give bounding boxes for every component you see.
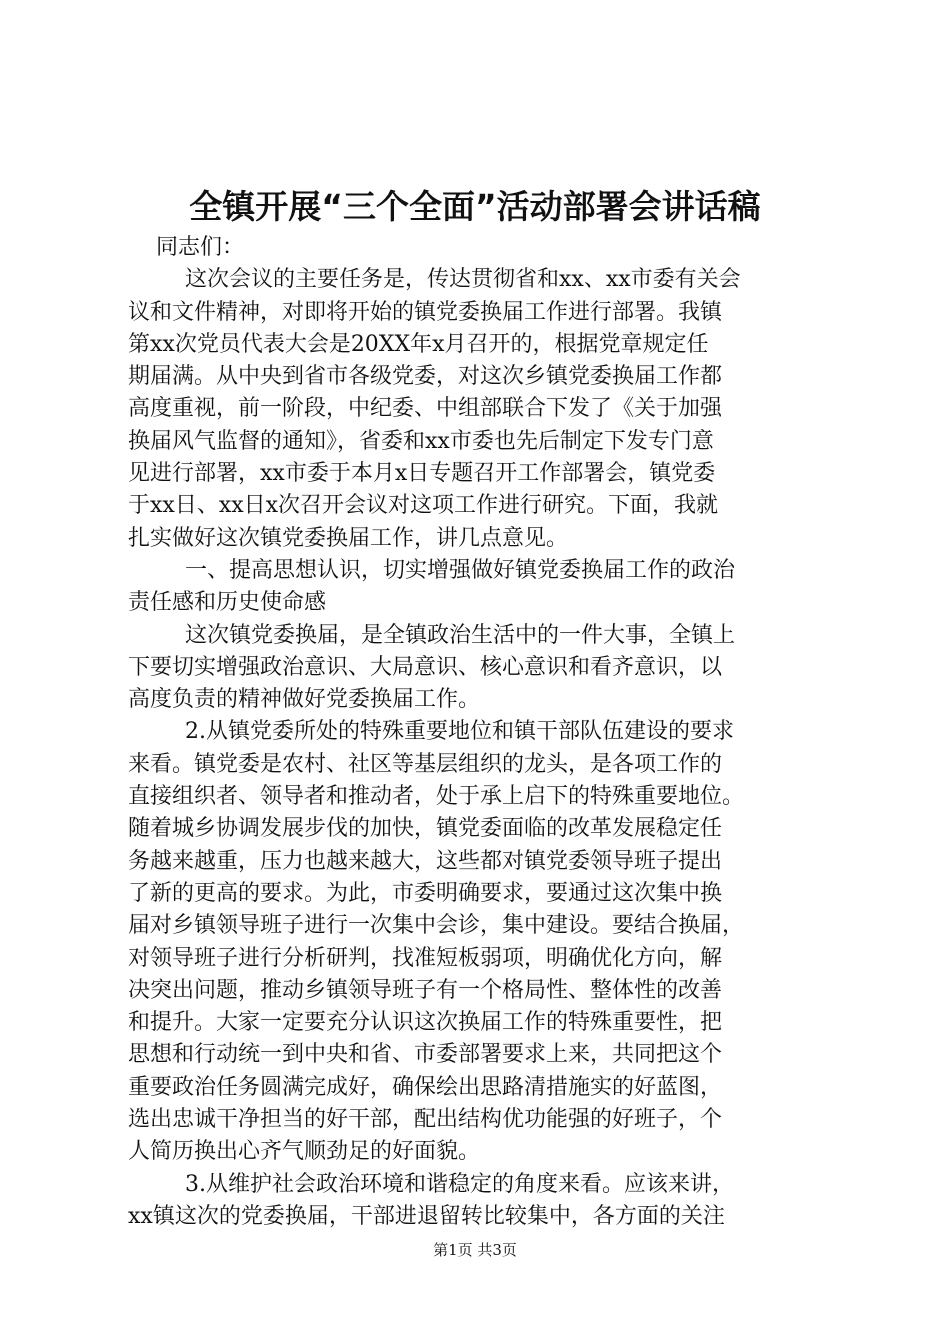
paragraph-line: 务越来越重，压力也越来越大，这些都对镇党委领导班子提出 <box>128 848 723 874</box>
paragraph-line: 人简历换出心齐气顺劲足的好面貌。 <box>128 1139 481 1165</box>
paragraph-line: 来看。镇党委是农村、社区等基层组织的龙头，是各项工作的 <box>128 751 723 777</box>
paragraph-line: 换届风气监督的通知》，省委和xx市委也先后制定下发专门意 <box>128 428 714 454</box>
paragraph-line: 选出忠诚干净担当的好干部，配出结构优功能强的好班子，个 <box>128 1107 723 1133</box>
paragraph-line: 下要切实增强政治意识、大局意识、核心意识和看齐意识，以 <box>128 654 723 680</box>
paragraph-line: 3.从维护社会政治环境和谐稳定的角度来看。应该来讲， <box>185 1171 734 1197</box>
paragraph-line: 高度负责的精神做好党委换届工作。 <box>128 687 481 713</box>
paragraph-line: 议和文件精神，对即将开始的镇党委换届工作进行部署。我镇 <box>128 299 723 325</box>
document-body <box>128 232 828 1233</box>
paragraph-line: 见进行部署，xx市委于本月x日专题召开工作部署会，镇党委 <box>128 461 716 487</box>
paragraph-line: 于xx日、xx日x次召开会议对这项工作进行研究。下面，我就 <box>128 493 719 519</box>
paragraph-line: 思想和行动统一到中央和省、市委部署要求上来，共同把这个 <box>128 1042 723 1068</box>
paragraph-line: 和提升。大家一定要充分认识这次换届工作的特殊重要性，把 <box>128 1010 723 1036</box>
paragraph-line: 随着城乡协调发展步伐的加快，镇党委面临的改革发展稳定任 <box>128 816 723 842</box>
paragraph-line: 这次镇党委换届，是全镇政治生活中的一件大事，全镇上 <box>185 622 736 648</box>
paragraph-line: xx镇这次的党委换届，干部进退留转比较集中，各方面的关注 <box>128 1203 725 1229</box>
salutation-line: 同志们： <box>156 235 245 260</box>
paragraph-line: 对领导班子进行分析研判，找准短板弱项，明确优化方向，解 <box>128 945 723 971</box>
paragraph-line: 期届满。从中央到省市各级党委，对这次乡镇党委换届工作都 <box>128 364 723 390</box>
paragraph-line: 第xx次党员代表大会是20XX年x月召开的，根据党章规定任 <box>128 331 709 357</box>
paragraph-line: 重要政治任务圆满完成好，确保绘出思路清措施实的好蓝图， <box>128 1074 723 1100</box>
paragraph-line: 2.从镇党委所处的特殊重要地位和镇干部队伍建设的要求 <box>185 719 734 745</box>
paragraph-line: 了新的更高的要求。为此，市委明确要求，要通过这次集中换 <box>128 880 723 906</box>
paragraph-line: 直接组织者、领导者和推动者，处于承上启下的特殊重要地位。 <box>128 784 745 810</box>
paragraph-line: 届对乡镇领导班子进行一次集中会诊，集中建设。要结合换届， <box>128 913 745 939</box>
section-heading-line: 一、提高思想认识，切实增强做好镇党委换届工作的政治 <box>185 557 736 583</box>
section-heading-line: 责任感和历史使命感 <box>128 590 327 616</box>
paragraph-line: 决突出问题，推动乡镇领导班子有一个格局性、整体性的改善 <box>128 977 723 1003</box>
paragraph-line: 扎实做好这次镇党委换届工作，讲几点意见。 <box>128 525 569 551</box>
paragraph-line: 这次会议的主要任务是，传达贯彻省和xx、xx市委有关会 <box>185 267 741 293</box>
page-number-footer: 第1页 共3页 <box>433 1241 517 1259</box>
paragraph-line: 高度重视，前一阶段，中纪委、中组部联合下发了《关于加强 <box>128 396 723 422</box>
document-title: 全镇开展“三个全面”活动部署会讲话稿 <box>189 187 761 226</box>
